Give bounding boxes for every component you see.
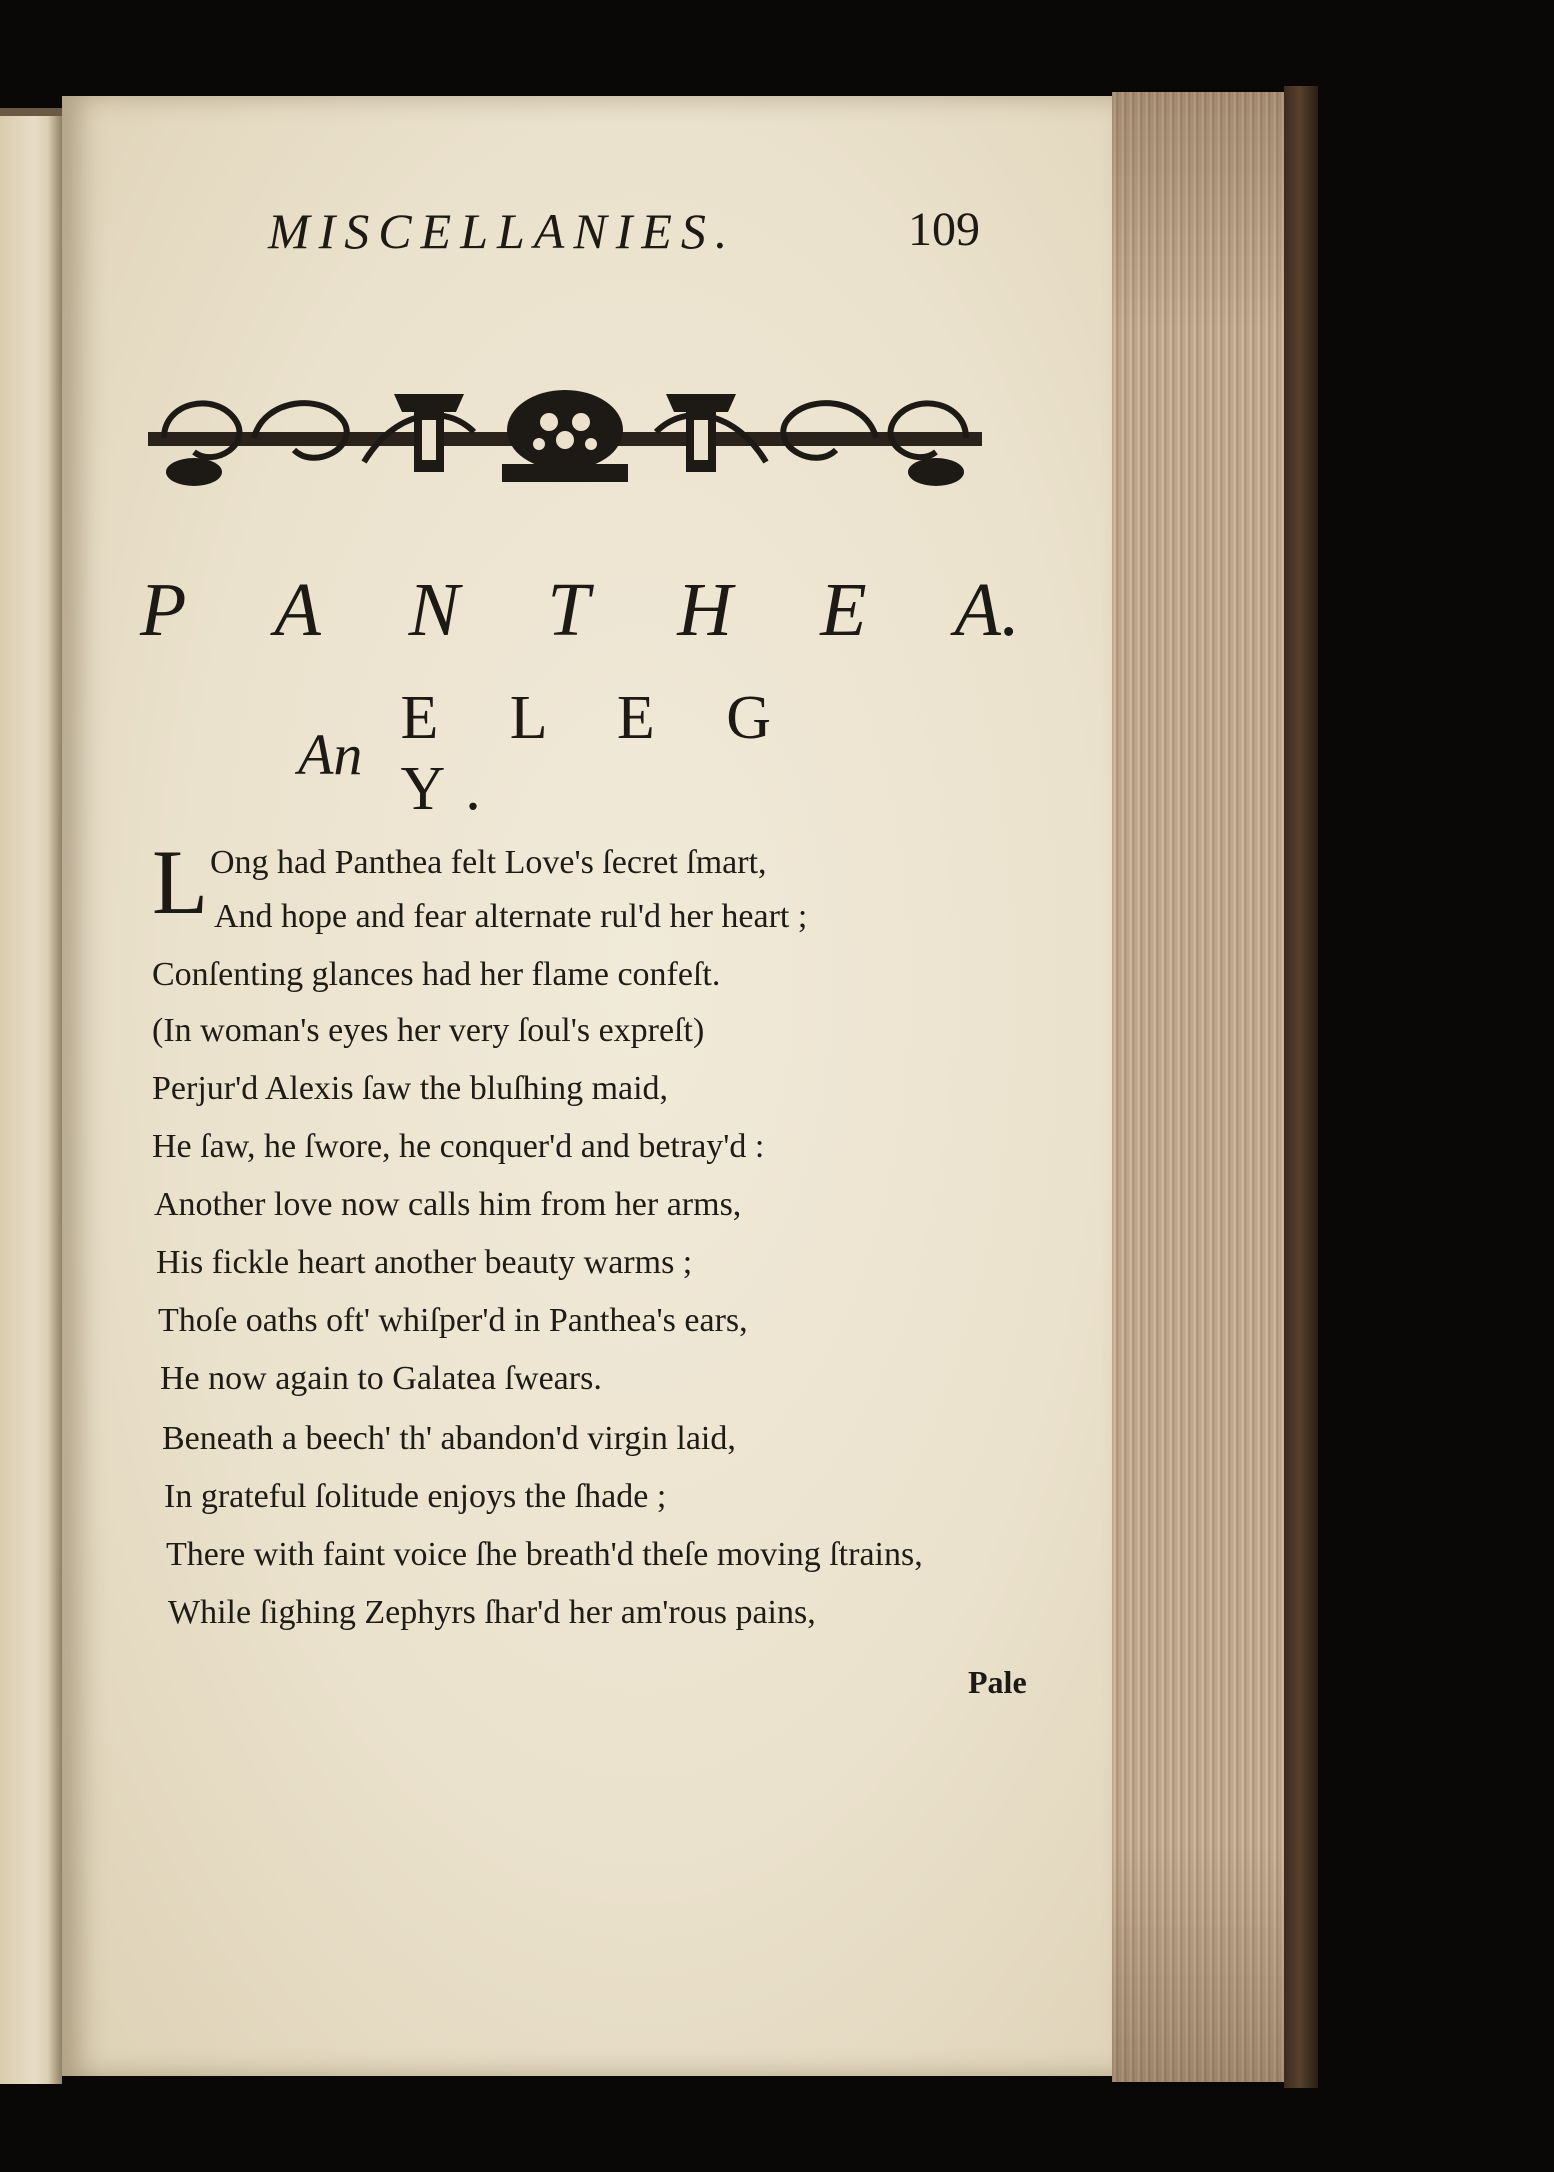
left-page-edge: [0, 108, 62, 2084]
poem-line: He now again to Galatea ſwears.: [160, 1360, 602, 1397]
poem-line: His fickle heart another beauty warms ;: [156, 1244, 693, 1281]
title-letter: A: [274, 567, 321, 652]
poem-line: And hope and fear alternate rul'd her heart ;: [214, 898, 808, 935]
title-letter: H: [677, 567, 733, 652]
book-cover-edge: [1284, 86, 1318, 2088]
catchword: Pale: [968, 1664, 1027, 1700]
poem-line: Perjur'd Alexis ſaw the bluſhing maid,: [152, 1070, 669, 1107]
subtitle-an: An: [298, 721, 363, 787]
headpiece-ornament-icon: [144, 372, 986, 500]
poem-line: Ong had Panthea felt Love's ſecret ſmart,: [210, 844, 767, 881]
running-head: MISCELLANIES.: [268, 203, 737, 259]
poem-line: In grateful ſolitude enjoys the ſhade ;: [164, 1478, 667, 1515]
poem-line: Thoſe oaths oft' whiſper'd in Panthea's ears,: [158, 1302, 748, 1339]
page-block-edge: [1112, 92, 1284, 2082]
title-letter: E: [820, 567, 867, 652]
title-letter: P: [140, 567, 187, 652]
poem-subtitle: [298, 684, 898, 823]
poem-title: [140, 560, 1020, 660]
title-letter: N: [408, 567, 460, 652]
poem-line: There with faint voice ſhe breath'd theſe moving ſtrains,: [166, 1536, 923, 1573]
page-number: 109: [908, 203, 980, 256]
poem-line: While ſighing Zephyrs ſhar'd her am'rous pains,: [168, 1594, 816, 1631]
poem-line: (In woman's eyes her very ſoul's expreſt): [152, 1012, 705, 1049]
poem-line: Beneath a beech' th' abandon'd virgin laid,: [162, 1420, 736, 1457]
title-letter: A.: [954, 567, 1020, 652]
title-letter: T: [547, 567, 590, 652]
poem-line: Conſenting glances had her flame confeſt.: [152, 956, 721, 993]
subtitle-elegy: E L E G Y.: [400, 684, 800, 823]
drop-cap: L: [152, 831, 209, 933]
poem-line: He ſaw, he ſwore, he conquer'd and betray'd :: [152, 1128, 765, 1165]
poem-line: Another love now calls him from her arms,: [154, 1186, 742, 1223]
